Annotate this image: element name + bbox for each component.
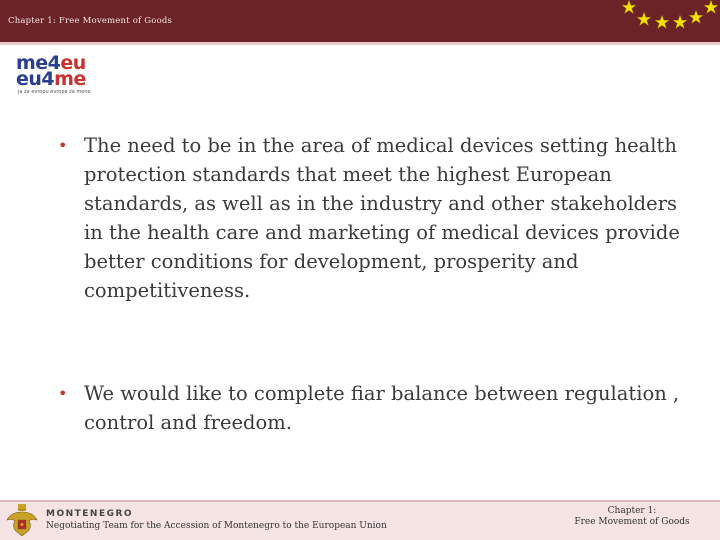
montenegro-coat-of-arms-icon xyxy=(4,502,40,540)
footer-chapter-line1: Chapter 1: xyxy=(607,506,657,516)
footer-country: MONTENEGRO xyxy=(46,509,134,519)
logo-line-2: eu4me xyxy=(16,68,86,90)
bullet-item xyxy=(58,131,698,305)
footer-divider xyxy=(0,500,720,502)
logo-tagline: ja za evropu evropa za mene xyxy=(18,89,91,95)
footer-chapter xyxy=(560,506,704,528)
bullet-dot-icon: • xyxy=(58,384,68,403)
bullet-text: The need to be in the area of medical devices setting health protection standards that meet the highest European standards, as well as in the industry and other stakeholders in the health care and marketing of medical devices provide better conditions for development, prosperity and competitiveness. xyxy=(84,134,680,302)
footer-chapter-line2: Free Movement of Goods xyxy=(574,517,690,527)
chapter-title: Chapter 1: Free Movement of Goods xyxy=(8,16,173,26)
logo-line-1: me4eu xyxy=(16,52,86,74)
bullet-item xyxy=(58,379,698,437)
bullet-text: We would like to complete fiar balance between regulation , control and freedom. xyxy=(84,382,680,434)
footer-team: Negotiating Team for the Accession of Montenegro to the European Union xyxy=(46,521,387,531)
bullet-dot-icon: • xyxy=(58,136,68,155)
